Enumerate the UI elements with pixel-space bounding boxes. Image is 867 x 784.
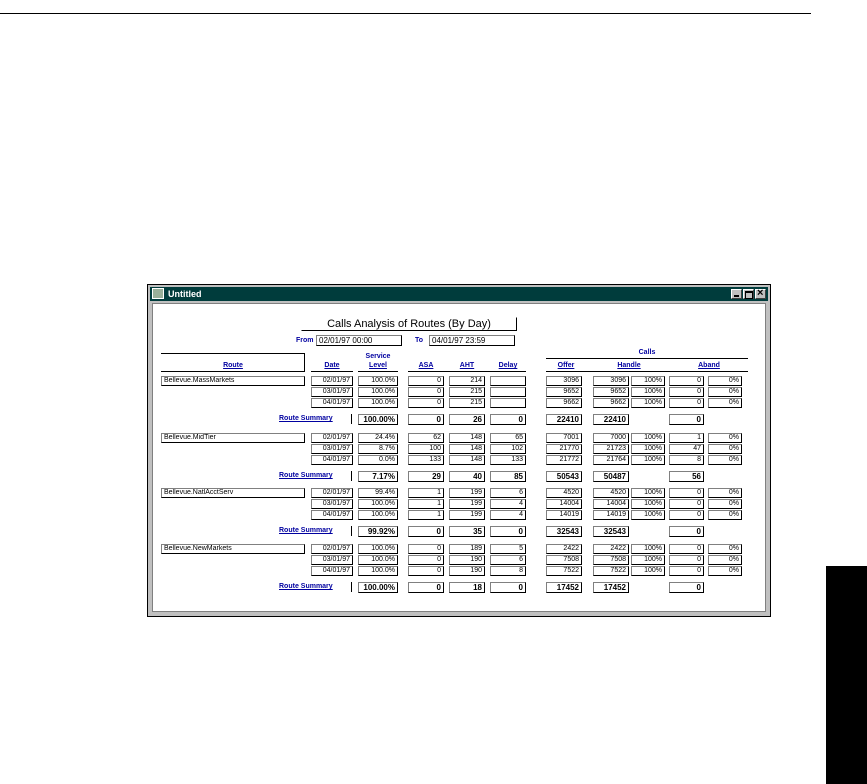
aband-cell: 0 bbox=[669, 488, 704, 498]
delay-cell bbox=[490, 398, 526, 408]
aht-cell: 190 bbox=[449, 555, 485, 565]
offer-cell: 3096 bbox=[546, 376, 582, 386]
delay-cell: 8 bbox=[490, 566, 526, 576]
delay-cell: 133 bbox=[490, 455, 526, 465]
date-cell: 04/01/97 bbox=[311, 566, 353, 576]
aht-cell: 189 bbox=[449, 544, 485, 554]
summary-handle-cell: 50487 bbox=[593, 471, 629, 482]
summary-asa-cell: 0 bbox=[408, 582, 444, 593]
from-date-field[interactable]: 02/01/97 00:00 bbox=[316, 335, 402, 346]
handle-cell: 2422 bbox=[593, 544, 629, 554]
report-title: Calls Analysis of Routes (By Day) bbox=[301, 317, 517, 331]
summary-delay-cell: 0 bbox=[490, 582, 526, 593]
aht-cell: 199 bbox=[449, 488, 485, 498]
window-titlebar[interactable] bbox=[150, 287, 768, 301]
header-bottom-rule-date bbox=[311, 371, 353, 372]
aband-cell: 0 bbox=[669, 376, 704, 386]
sl-cell: 100.0% bbox=[358, 398, 398, 408]
header-bottom-rule-metrics bbox=[408, 371, 526, 372]
date-cell: 02/01/97 bbox=[311, 433, 353, 443]
apct-cell: 0% bbox=[708, 566, 742, 576]
summary-handle-cell: 17452 bbox=[593, 582, 629, 593]
handle-header[interactable]: Handle bbox=[617, 362, 641, 369]
route-summary-link[interactable]: Route Summary bbox=[279, 583, 333, 590]
summary-aband-cell: 0 bbox=[669, 414, 704, 425]
asa-cell: 100 bbox=[408, 444, 444, 454]
summary-asa-cell: 0 bbox=[408, 526, 444, 537]
apct-cell: 0% bbox=[708, 387, 742, 397]
summary-link-edge bbox=[351, 526, 352, 536]
report-client-area bbox=[152, 303, 766, 612]
date-cell: 03/01/97 bbox=[311, 387, 353, 397]
service-header-line1: Service bbox=[365, 353, 391, 360]
offer-cell: 9662 bbox=[546, 398, 582, 408]
summary-link-edge bbox=[351, 414, 352, 424]
aht-cell: 215 bbox=[449, 387, 485, 397]
aht-cell: 215 bbox=[449, 398, 485, 408]
asa-cell: 0 bbox=[408, 544, 444, 554]
date-cell: 04/01/97 bbox=[311, 398, 353, 408]
apct-cell: 0% bbox=[708, 544, 742, 554]
summary-sl-cell: 7.17% bbox=[358, 471, 398, 482]
asa-cell: 62 bbox=[408, 433, 444, 443]
hpct-cell: 100% bbox=[631, 376, 665, 386]
summary-delay-cell: 0 bbox=[490, 414, 526, 425]
asa-cell: 133 bbox=[408, 455, 444, 465]
summary-offer-cell: 32543 bbox=[546, 526, 582, 537]
aband-cell: 0 bbox=[669, 566, 704, 576]
delay-cell: 4 bbox=[490, 510, 526, 520]
handle-cell: 3096 bbox=[593, 376, 629, 386]
summary-delay-cell: 85 bbox=[490, 471, 526, 482]
apct-cell: 0% bbox=[708, 433, 742, 443]
sl-cell: 99.4% bbox=[358, 488, 398, 498]
sl-cell: 100.0% bbox=[358, 544, 398, 554]
hpct-cell: 100% bbox=[631, 555, 665, 565]
sl-cell: 100.0% bbox=[358, 566, 398, 576]
sl-cell: 100.0% bbox=[358, 555, 398, 565]
hpct-cell: 100% bbox=[631, 510, 665, 520]
offer-cell: 2422 bbox=[546, 544, 582, 554]
minimize-icon[interactable] bbox=[731, 289, 742, 299]
handle-cell: 9662 bbox=[593, 398, 629, 408]
apct-cell: 0% bbox=[708, 499, 742, 509]
date-header[interactable]: Date bbox=[324, 362, 340, 369]
aht-cell: 190 bbox=[449, 566, 485, 576]
offer-cell: 7001 bbox=[546, 433, 582, 443]
summary-asa-cell: 29 bbox=[408, 471, 444, 482]
to-label: To bbox=[415, 337, 424, 344]
hpct-cell: 100% bbox=[631, 488, 665, 498]
summary-handle-cell: 32543 bbox=[593, 526, 629, 537]
summary-sl-cell: 99.92% bbox=[358, 526, 398, 537]
handle-cell: 14019 bbox=[593, 510, 629, 520]
calls-header: Calls bbox=[638, 349, 656, 356]
offer-cell: 7522 bbox=[546, 566, 582, 576]
date-cell: 03/01/97 bbox=[311, 499, 353, 509]
offer-header[interactable]: Offer bbox=[557, 362, 575, 369]
offer-cell: 14004 bbox=[546, 499, 582, 509]
aht-cell: 199 bbox=[449, 499, 485, 509]
summary-aht-cell: 26 bbox=[449, 414, 485, 425]
app-icon[interactable] bbox=[152, 288, 164, 299]
delay-cell: 6 bbox=[490, 555, 526, 565]
offer-cell: 21770 bbox=[546, 444, 582, 454]
date-cell: 04/01/97 bbox=[311, 455, 353, 465]
handle-cell: 21764 bbox=[593, 455, 629, 465]
summary-aband-cell: 56 bbox=[669, 471, 704, 482]
asa-cell: 0 bbox=[408, 566, 444, 576]
route-name-field[interactable]: Bellevue.MidTier bbox=[161, 433, 305, 443]
date-cell: 04/01/97 bbox=[311, 510, 353, 520]
route-name-field[interactable]: Bellevue.MassMarkets bbox=[161, 376, 305, 386]
route-header[interactable]: Route bbox=[223, 362, 243, 369]
aht-cell: 148 bbox=[449, 444, 485, 454]
aband-cell: 1 bbox=[669, 433, 704, 443]
aband-cell: 0 bbox=[669, 387, 704, 397]
route-header-rule bbox=[161, 353, 305, 354]
asa-cell: 1 bbox=[408, 499, 444, 509]
route-name-field[interactable]: Bellevue.NewMarkets bbox=[161, 544, 305, 554]
apct-cell: 0% bbox=[708, 488, 742, 498]
hpct-cell: 100% bbox=[631, 455, 665, 465]
date-cell: 03/01/97 bbox=[311, 444, 353, 454]
to-date-field[interactable]: 04/01/97 23:59 bbox=[429, 335, 515, 346]
summary-sl-cell: 100.00% bbox=[358, 582, 398, 593]
sl-cell: 100.0% bbox=[358, 387, 398, 397]
aband-cell: 0 bbox=[669, 499, 704, 509]
asa-cell: 0 bbox=[408, 387, 444, 397]
date-cell: 03/01/97 bbox=[311, 555, 353, 565]
aht-cell: 148 bbox=[449, 433, 485, 443]
asa-cell: 1 bbox=[408, 510, 444, 520]
apct-cell: 0% bbox=[708, 376, 742, 386]
hpct-cell: 100% bbox=[631, 433, 665, 443]
route-summary-link[interactable]: Route Summary bbox=[279, 527, 333, 534]
summary-aht-cell: 40 bbox=[449, 471, 485, 482]
apct-cell: 0% bbox=[708, 398, 742, 408]
sl-cell: 100.0% bbox=[358, 510, 398, 520]
aband-cell: 0 bbox=[669, 544, 704, 554]
aband-cell: 0 bbox=[669, 510, 704, 520]
delay-cell: 6 bbox=[490, 488, 526, 498]
date-cell: 02/01/97 bbox=[311, 488, 353, 498]
report-window bbox=[147, 284, 771, 617]
handle-cell: 21723 bbox=[593, 444, 629, 454]
apct-cell: 0% bbox=[708, 444, 742, 454]
offer-cell: 14019 bbox=[546, 510, 582, 520]
date-cell: 02/01/97 bbox=[311, 544, 353, 554]
summary-aht-cell: 35 bbox=[449, 526, 485, 537]
aht-header[interactable]: AHT bbox=[459, 362, 475, 369]
delay-cell: 65 bbox=[490, 433, 526, 443]
side-thumb-tab bbox=[826, 566, 867, 784]
asa-cell: 1 bbox=[408, 488, 444, 498]
hpct-cell: 100% bbox=[631, 499, 665, 509]
summary-link-edge bbox=[351, 471, 352, 481]
route-summary-link[interactable]: Route Summary bbox=[279, 472, 333, 479]
aband-cell: 0 bbox=[669, 555, 704, 565]
asa-header[interactable]: ASA bbox=[418, 362, 434, 369]
sl-cell: 0.0% bbox=[358, 455, 398, 465]
aband-header[interactable]: Aband bbox=[698, 362, 720, 369]
delay-cell bbox=[490, 376, 526, 386]
asa-cell: 0 bbox=[408, 376, 444, 386]
summary-handle-cell: 22410 bbox=[593, 414, 629, 425]
service-level-header[interactable]: Level bbox=[369, 362, 387, 369]
route-summary-link[interactable]: Route Summary bbox=[279, 415, 333, 422]
summary-offer-cell: 22410 bbox=[546, 414, 582, 425]
aht-cell: 214 bbox=[449, 376, 485, 386]
apct-cell: 0% bbox=[708, 455, 742, 465]
aband-cell: 47 bbox=[669, 444, 704, 454]
header-bottom-rule-calls bbox=[546, 371, 748, 372]
sl-cell: 100.0% bbox=[358, 499, 398, 509]
route-header-edge bbox=[304, 353, 305, 371]
aband-cell: 0 bbox=[669, 398, 704, 408]
summary-aht-cell: 18 bbox=[449, 582, 485, 593]
hpct-cell: 100% bbox=[631, 387, 665, 397]
handle-cell: 7522 bbox=[593, 566, 629, 576]
delay-cell: 5 bbox=[490, 544, 526, 554]
header-bottom-rule-route bbox=[161, 371, 305, 372]
delay-header[interactable]: Delay bbox=[498, 362, 518, 369]
offer-cell: 7508 bbox=[546, 555, 582, 565]
handle-cell: 7508 bbox=[593, 555, 629, 565]
summary-asa-cell: 0 bbox=[408, 414, 444, 425]
sl-cell: 100.0% bbox=[358, 376, 398, 386]
summary-aband-cell: 0 bbox=[669, 526, 704, 537]
aband-cell: 8 bbox=[669, 455, 704, 465]
delay-cell: 4 bbox=[490, 499, 526, 509]
maximize-icon[interactable] bbox=[743, 289, 754, 299]
calls-header-rule bbox=[546, 358, 748, 359]
asa-cell: 0 bbox=[408, 398, 444, 408]
date-cell: 02/01/97 bbox=[311, 376, 353, 386]
hpct-cell: 100% bbox=[631, 398, 665, 408]
sl-cell: 8.7% bbox=[358, 444, 398, 454]
summary-delay-cell: 0 bbox=[490, 526, 526, 537]
hpct-cell: 100% bbox=[631, 566, 665, 576]
from-label: From bbox=[296, 337, 314, 344]
offer-cell: 21772 bbox=[546, 455, 582, 465]
close-icon[interactable] bbox=[755, 289, 766, 299]
handle-cell: 7000 bbox=[593, 433, 629, 443]
offer-cell: 4520 bbox=[546, 488, 582, 498]
aht-cell: 148 bbox=[449, 455, 485, 465]
window-title: Untitled bbox=[168, 289, 202, 299]
delay-cell bbox=[490, 387, 526, 397]
asa-cell: 0 bbox=[408, 555, 444, 565]
summary-link-edge bbox=[351, 582, 352, 592]
aht-cell: 199 bbox=[449, 510, 485, 520]
offer-cell: 9652 bbox=[546, 387, 582, 397]
handle-cell: 4520 bbox=[593, 488, 629, 498]
page-top-rule bbox=[0, 13, 811, 14]
summary-offer-cell: 17452 bbox=[546, 582, 582, 593]
summary-sl-cell: 100.00% bbox=[358, 414, 398, 425]
sl-cell: 24.4% bbox=[358, 433, 398, 443]
summary-offer-cell: 50543 bbox=[546, 471, 582, 482]
hpct-cell: 100% bbox=[631, 444, 665, 454]
delay-cell: 102 bbox=[490, 444, 526, 454]
handle-cell: 14004 bbox=[593, 499, 629, 509]
route-name-field[interactable]: Bellevue.NatlAcctServ bbox=[161, 488, 305, 498]
header-bottom-rule-sl bbox=[358, 371, 398, 372]
handle-cell: 9652 bbox=[593, 387, 629, 397]
apct-cell: 0% bbox=[708, 555, 742, 565]
hpct-cell: 100% bbox=[631, 544, 665, 554]
apct-cell: 0% bbox=[708, 510, 742, 520]
summary-aband-cell: 0 bbox=[669, 582, 704, 593]
